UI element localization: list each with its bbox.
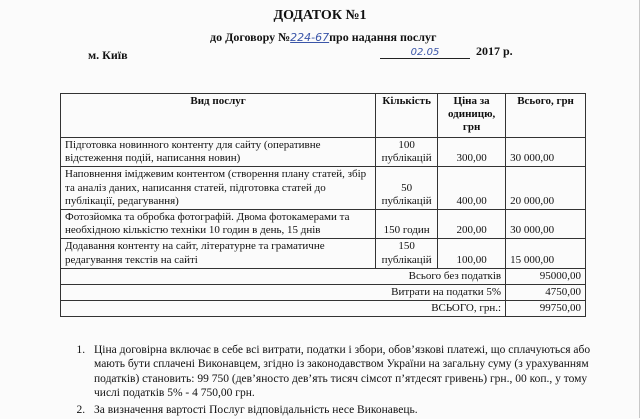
service-cell: Підготовка новинного контенту для сайту (оперативне відстеження подій, написання новин) — [61, 138, 376, 167]
quantity-cell: 150 публікацій — [376, 239, 438, 268]
date-handwritten: 02.05 — [380, 47, 470, 59]
service-cell: Додавання контенту на сайт, літературне та граматичне редагування текстів на сайті — [61, 239, 376, 268]
summary-row-subtotal — [61, 268, 586, 284]
summary-row-grand-total — [61, 301, 586, 317]
subtitle-prefix: до Договору № — [210, 30, 291, 44]
services-table — [60, 93, 586, 317]
quantity-cell: 50 публікацій — [376, 167, 438, 210]
total-cell: 30 000,00 — [506, 209, 586, 238]
total-cell: 20 000,00 — [506, 167, 586, 210]
total-cell: 15 000,00 — [506, 239, 586, 268]
quantity-cell: 150 годин — [376, 209, 438, 238]
subtitle-suffix: про надання послуг — [329, 30, 437, 44]
summary-label: Всього без податків — [61, 268, 506, 284]
unit-price-cell: 400,00 — [438, 167, 506, 210]
summary-label: ВСЬОГО, грн.: — [61, 301, 506, 317]
table-row — [61, 167, 586, 210]
table-row — [61, 209, 586, 238]
header-quantity: Кількість — [376, 94, 438, 138]
document-subtitle — [210, 30, 436, 45]
summary-label: Витрати на податки 5% — [61, 284, 506, 300]
table-row — [61, 239, 586, 268]
table-row — [61, 138, 586, 167]
date-year: 2017 р. — [476, 44, 513, 58]
unit-price-cell: 200,00 — [438, 209, 506, 238]
document-date — [380, 44, 513, 59]
contract-number-handwritten: 224-67 — [290, 31, 330, 44]
service-cell: Фотозйомка та обробка фотографій. Двома фотокамерами та необхідною кількістю техніки 10 годин в день, 15 днів — [61, 209, 376, 238]
header-service: Вид послуг — [61, 94, 376, 138]
summary-value: 95000,00 — [506, 268, 586, 284]
header-unit-price: Ціна за одиницю, грн — [438, 94, 506, 138]
city-label: м. Київ — [88, 48, 128, 62]
service-cell: Наповнення іміджевим контентом (створення плану статей, збір та аналіз даних, написання статей, підготовка статей до публікації, редагування) — [61, 167, 376, 210]
summary-value: 4750,00 — [506, 284, 586, 300]
document-title: ДОДАТОК №1 — [273, 8, 367, 23]
summary-row-taxes — [61, 284, 586, 300]
total-cell: 30 000,00 — [506, 138, 586, 167]
header-total: Всього, грн — [506, 94, 586, 138]
summary-value: 99750,00 — [506, 301, 586, 317]
note-item: 2. За визначення вартості Послуг відповідальність несе Виконавець. — [88, 403, 608, 417]
quantity-cell: 100 публікацій — [376, 138, 438, 167]
note-item: 1. Ціна договірна включає в себе всі витрати, податки і збори, обов’язкові платежі, що сплачуються або мають бути сплачені Виконавцем, згідно із законодавством України на загальну суму (з урахуванням податків) становить: 99 750 (дев’яносто дев’ять тисяч сімсот п’ятдесят гривень) грн., 00 коп., у тому числі податків 5% - 4 750,00 грн. — [88, 343, 608, 401]
notes-list — [60, 343, 608, 419]
unit-price-cell: 300,00 — [438, 138, 506, 167]
unit-price-cell: 100,00 — [438, 239, 506, 268]
